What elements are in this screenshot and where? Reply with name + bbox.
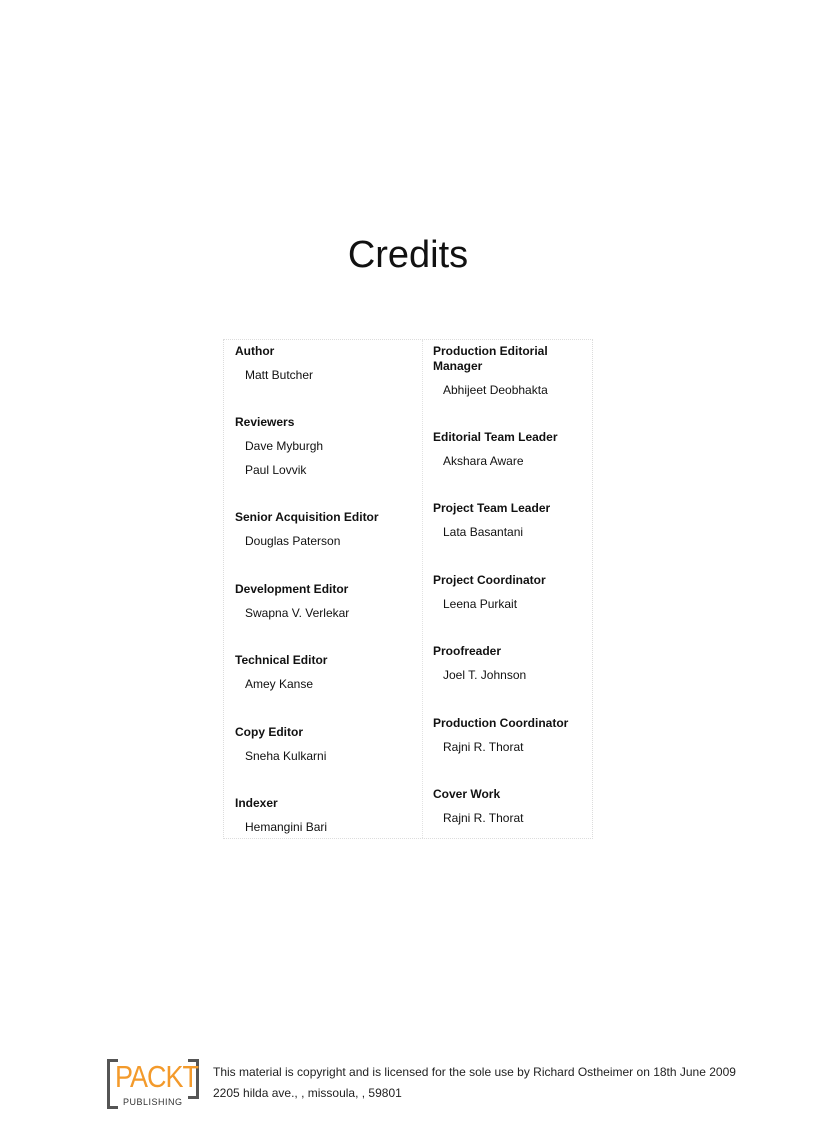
- role-label: Indexer: [235, 796, 278, 810]
- role-label: Production Coordinator: [433, 716, 569, 730]
- credit-entry-project-team-leader: [433, 501, 583, 540]
- credit-entry-technical-editor: [235, 653, 415, 692]
- credit-entry-senior-acquisition-editor: [235, 510, 415, 549]
- role-label: Development Editor: [235, 582, 349, 596]
- role-label: Project Team Leader: [433, 501, 551, 515]
- address-line: 2205 hilda ave., , missoula, , 59801: [213, 1086, 402, 1100]
- license-line: This material is copyright and is licensed for the sole use by Richard Ostheimer on 18th June 2009: [213, 1065, 736, 1079]
- credit-entry-project-coordinator: [433, 573, 583, 612]
- person-name: Abhijeet Deobhakta: [443, 383, 548, 397]
- credits-table: [223, 339, 593, 839]
- credit-entry-indexer: [235, 796, 415, 835]
- person-name: Rajni R. Thorat: [443, 811, 524, 825]
- person-name: Amey Kanse: [245, 677, 314, 691]
- logo-wordmark: PACKT: [115, 1060, 199, 1094]
- person-name: Leena Purkait: [443, 597, 518, 611]
- page-footer: [107, 1059, 747, 1111]
- person-name: Swapna V. Verlekar: [245, 606, 350, 620]
- person-name: Rajni R. Thorat: [443, 740, 524, 754]
- person-name: Matt Butcher: [245, 368, 314, 382]
- credit-entry-production-editorial-manager: [433, 344, 583, 398]
- logo-subtext: PUBLISHING: [123, 1097, 183, 1107]
- person-name: Akshara Aware: [443, 454, 524, 468]
- credit-entry-proofreader: [433, 644, 583, 683]
- person-name: Joel T. Johnson: [443, 668, 527, 682]
- credit-entry-reviewers: [235, 415, 415, 478]
- role-label: Copy Editor: [235, 725, 303, 739]
- person-name: Douglas Paterson: [245, 534, 341, 548]
- credit-entry-copy-editor: [235, 725, 415, 764]
- role-label: Proofreader: [433, 644, 502, 658]
- role-label: Author: [235, 344, 275, 358]
- role-label: Production Editorial Manager: [433, 344, 548, 373]
- credit-entry-development-editor: [235, 582, 415, 621]
- person-name: Dave Myburgh: [245, 439, 324, 453]
- person-name: Sneha Kulkarni: [245, 749, 327, 763]
- role-label: Cover Work: [433, 787, 501, 801]
- person-name: Lata Basantani: [443, 525, 524, 539]
- person-name: Hemangini Bari: [245, 820, 328, 834]
- role-label: Editorial Team Leader: [433, 430, 558, 444]
- credit-entry-editorial-team-leader: [433, 430, 583, 469]
- role-label: Reviewers: [235, 415, 295, 429]
- person-name: Paul Lovvik: [245, 463, 307, 477]
- license-notice: [213, 1062, 736, 1104]
- page-title: Credits: [347, 234, 469, 276]
- role-label: Technical Editor: [235, 653, 328, 667]
- packt-publishing-logo: [107, 1059, 199, 1109]
- credit-entry-production-coordinator: [433, 716, 583, 755]
- credit-entry-author: [235, 344, 415, 383]
- credit-entry-cover-work: [433, 787, 583, 826]
- column-divider: [422, 340, 423, 838]
- role-label: Project Coordinator: [433, 573, 546, 587]
- role-label: Senior Acquisition Editor: [235, 510, 379, 524]
